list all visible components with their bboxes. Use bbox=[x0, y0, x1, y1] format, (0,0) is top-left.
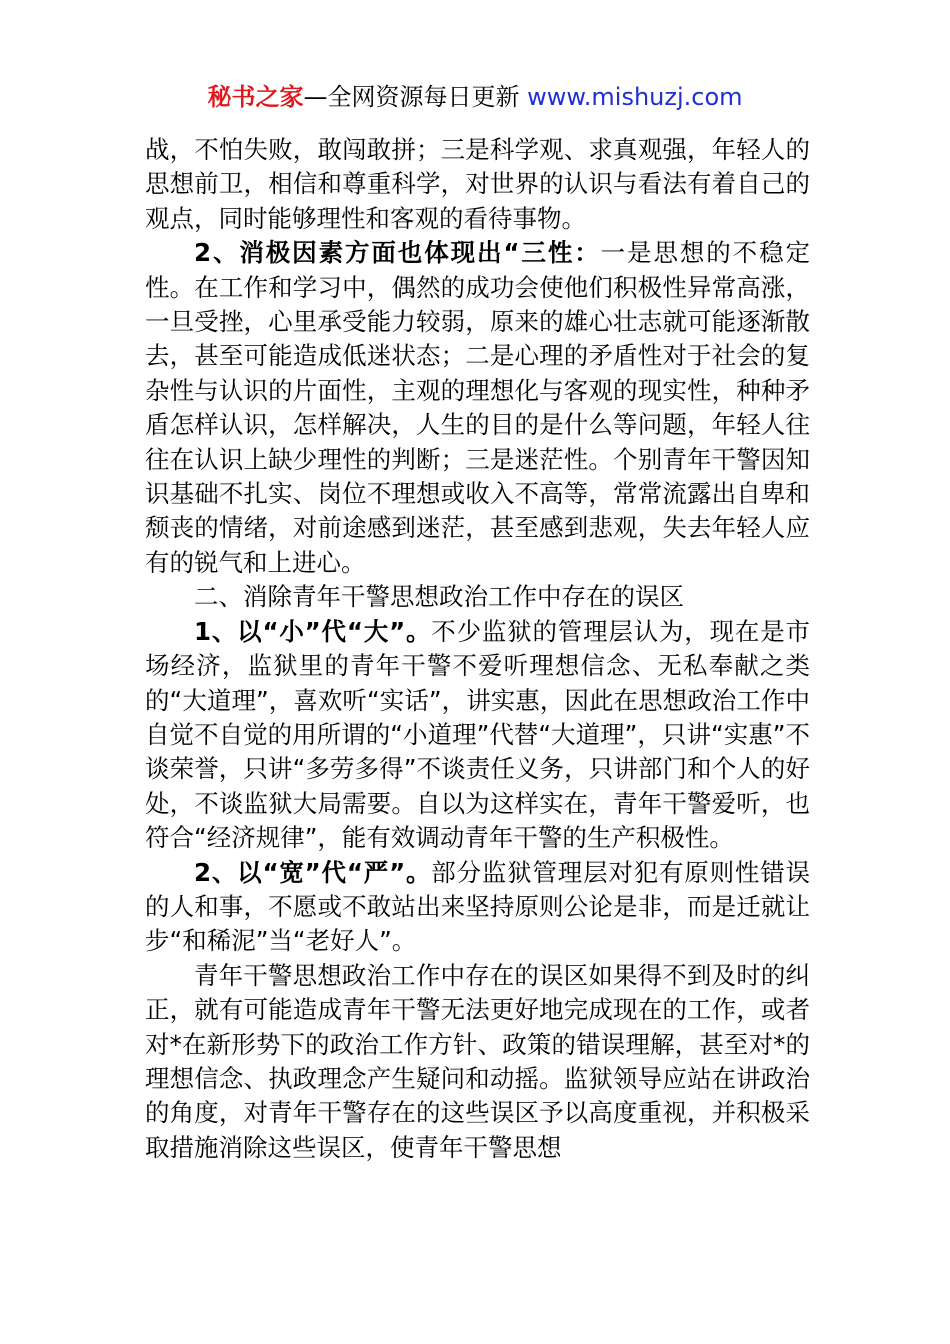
paragraph-negative-factors bbox=[145, 236, 810, 580]
paragraph-text: 不少监狱的管理层认为，现在是市场经济，监狱里的青年干警不爱听理想信念、无私奉献之类的“大道理”，喜欢听“实话”，讲实惠，因此在思想政治工作中自觉不自觉的用所谓的“小道理”代替“大道理”，只讲“实惠”不谈荣誉，只讲“多劳多得”不谈责任义务，只讲部门和个人的好处，不谈监狱大局需要。自以为这样实在，青年干警爱听，也符合“经济规律”，能有效调动青年干警的生产积极性。 bbox=[145, 616, 810, 853]
section-heading-text: 二、消除青年干警思想政治工作中存在的误区 bbox=[194, 582, 684, 612]
paragraph-small-for-big bbox=[145, 615, 810, 856]
section-heading bbox=[145, 580, 810, 614]
header-url[interactable]: www.mishuzj.com bbox=[527, 83, 743, 111]
paragraph-lenient-for-strict bbox=[145, 856, 810, 959]
paragraph-text: 战，不怕失败，敢闯敢拼；三是科学观、求真观强，年轻人的思想前卫，相信和尊重科学，对世界的认识与看法有着自己的观点，同时能够理性和客观的看待事物。 bbox=[145, 135, 810, 233]
paragraph-lead: 1、以“小”代“大”。 bbox=[194, 616, 432, 646]
paragraph-conclusion bbox=[145, 959, 810, 1165]
paragraph-text: 一是思想的不稳定性。在工作和学习中，偶然的成功会使他们积极性异常高涨，一旦受挫，心里承受能力较弱，原来的雄心壮志就可能逐渐散去，甚至可能造成低迷状态；二是心理的矛盾性对于社会的复杂性与认识的片面性，主观的理想化与客观的现实性，种种矛盾怎样认识，怎样解决，人生的目的是什么等问题，年轻人往往在认识上缺少理性的判断；三是迷茫性。个别青年干警因知识基础不扎实、岗位不理想或收入不高等，常常流露出自卑和颓丧的情绪，对前途感到迷茫，甚至感到悲观，失去年轻人应有的锐气和上进心。 bbox=[145, 238, 810, 577]
page-header bbox=[0, 80, 950, 114]
document-body bbox=[145, 133, 810, 1165]
paragraph-continuation bbox=[145, 133, 810, 236]
header-tagline: —全网资源每日更新 bbox=[303, 83, 520, 111]
paragraph-text: 青年干警思想政治工作中存在的误区如果得不到及时的纠正，就有可能造成青年干警无法更好地完成现在的工作，或者对*在新形势下的政治工作方针、政策的错误理解，甚至对*的理想信念、执政理念产生疑问和动摇。监狱领导应站在讲政治的角度，对青年干警存在的这些误区予以高度重视，并积极采取措施消除这些误区，使青年干警思想 bbox=[145, 960, 810, 1162]
paragraph-lead: 2、以“宽”代“严”。 bbox=[194, 857, 432, 887]
paragraph-lead: 2、消极因素方面也体现出“三性： bbox=[194, 238, 601, 268]
header-brand: 秘书之家 bbox=[207, 83, 304, 111]
paragraph-text: 部分监狱管理层对犯有原则性错误的人和事，不愿或不敢站出来坚持原则公论是非，而是迁就让步“和稀泥”当“老好人”。 bbox=[145, 857, 810, 956]
